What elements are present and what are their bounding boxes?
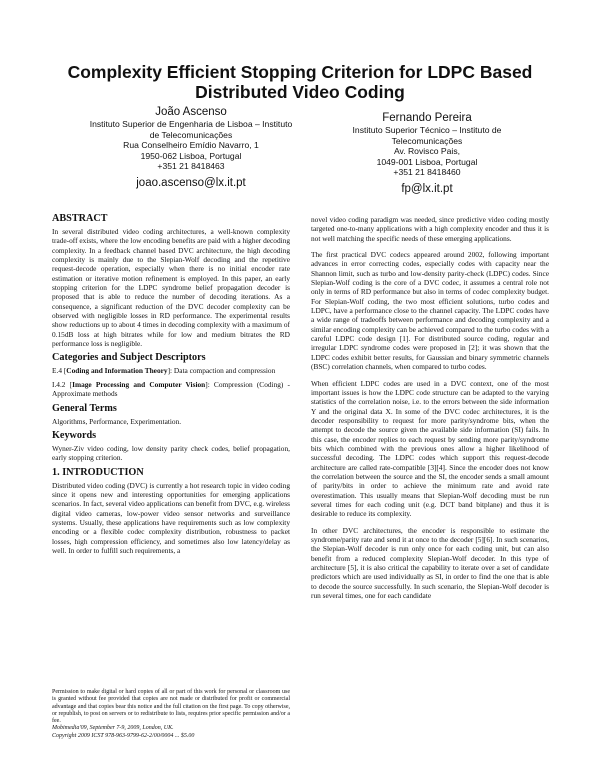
author-address: Rua Conselheiro Emídio Navarro, 1 [123,140,259,151]
author-affiliation: de Telecomunicações [149,129,233,140]
author-email[interactable]: joao.ascenso@lx.it.pt [136,176,246,189]
right-column [311,215,549,604]
paragraph: novel video coding paradigm was needed, since predictive video coding mostly targeted one-to-many applications with a high complexity encoder and thus it is not well matching the specific needs of these emerging applications. [311,215,549,243]
author-phone: +351 21 8418460 [393,167,461,178]
title-line-2: Distributed Video Coding [195,82,405,102]
permission-notice [52,689,290,740]
abstract-heading: ABSTRACT [52,213,108,224]
introduction-heading: 1. INTRODUCTION [52,466,144,478]
author-address: Av. Rovisco Pais, [393,146,461,157]
left-column [52,213,290,559]
title-line-1: Complexity Efficient Stopping Criterion for LDPC Based [67,62,533,82]
paper-title [30,62,570,102]
venue-text: Mobimedia'09, September 7-9, 2009, London, UK. [52,725,174,732]
paragraph: When efficient LDPC codes are used in a DVC context, one of the most important issues is how the LDPC code structure can be adapted to the varying statistics of the correlation noise, i.e. to the errors between the side information Y and the original data X. In some of the DVC codec architectures, it is the decoder responsibility to request for more parity/syndrome bits, when the attempt to decode the source given the available side information (SI) fails. In this case, the encoder replies to each request by sending more parity/syndrome bits which combined with the previous ones allow a higher likelihood of successful decoding. The LDPC codes which support this request-decode architecture are called rate-compatible [3][4]. Since the encoder does not know the correlation between the source and the SI, the encoder sends a small amount of parity/bits in order to achieve the minimum rate and avoid rate overestimation. This usually means that Slepian-Wolf decoding must be run several times for each coding unit (e.g. DCT band bitplane) and thus it is desirable to reduce its complexity. [311,378,549,519]
keywords-text: Wyner-Ziv video coding, low density parity check codes, belief propagation, early stopping criterion. [52,443,290,463]
copyright-text: Copyright 2009 ICST 978-963-9799-62-2/00/0004 ... $5.00 [52,732,195,739]
category-entry: E.4 [Coding and Information Theory]: Data compaction and compression [52,366,276,376]
paragraph: In other DVC architectures, the encoder is responsible to estimate the syndrome/parity rate and send it at once to the decoder [5][6]. In such scenarios, the Slepian-Wolf decoder is run only once for each coding unit, but can also benefit from a reduced complexity Slepian-Wolf decoder. In this type of architecture [5], it is also critical the capability to iterate over a set of candidate predictors which are used individually as SI, in order to find the one that is able to decode the source successfully. In such scenario, the Slepian-Wolf decoder is run several times, one for each candidate [311,525,549,601]
author-affiliation: Instituto Superior de Engenharia de Lisboa – Instituto [89,119,293,129]
keywords-heading: Keywords [52,429,97,441]
general-terms-text: Algorithms, Performance, Experimentation. [52,416,182,426]
permission-text: Permission to make digital or hard copies of all or part of this work for personal or classroom use is granted without fee provided that copies are not made or distributed for profit or commercial advantage and that copies bear this notice and the full citation on the first page. To copy otherwise, or republish, to post on servers or to redistribute to lists, requires prior specific permission and/or a fee. [52,689,290,725]
abstract-text: In several distributed video coding architectures, a well-known complexity trade-off exists, where the low encoding benefits are paid with a higher decoding complexity. In a feedback channel based DVC architecture, the high decoding complexity is mainly due to the Slepian-Wolf decoding and the repetitive request-decode operation, especially when there is no initial encoder rate estimation or iterative motion refinement is employed. In this paper, an early stopping criterion for the LDPC syndrome belief propagation decoder is proposed that is able to reduce the number of decoding iterations. As a consequence, a significant reduction of the DVC decoder complexity can be observed with negligible losses in RD performance. The experimental results show reductions up to about 4 times in decoding complexity with a maximum of 0.15dB loss at high bitrates while for low and medium bitrates the RD performance loss is negligible. [52,227,290,349]
categories-heading: Categories and Subject Descriptors [52,352,206,364]
author-affiliation: Instituto Superior Técnico – Instituto de [352,125,502,135]
paragraph: The first practical DVC codecs appeared around 2002, following important advances in error correcting codes, especially codes with capacity near the Shannon limit, such as turbo and low-density parity-check (LDPC) codes. Since Slepian-Wolf coding is the core of a DVC codec, it assumes a central role not only in terms of RD performance but also in terms of codec complexity budget. For Slepian-Wolf coding, the two most efficient solutions, turbo codes and LDPC, have a performance close to the channel capacity. The LDPC codes have a wide range of tradeoffs between performance and decoding complexity and a similar encoding complexity can be achieved compared to the turbo codes with a careful LDPC code design [1]. For distributed source coding, regular and irregular LDPC syndrome codes were proposed in [2]; it was shown that the LDPC codes exhibit better results, for Gaussian and binary symmetric channels (BSC) correlation channels, when compared to turbo codes. [311,250,549,372]
author-email[interactable]: fp@lx.it.pt [401,182,453,195]
category-entry: I.4.2 [Image Processing and Computer Vision]: Compression (Coding) - Approximate methods [52,379,291,399]
author-address: 1049-001 Lisboa, Portugal [376,156,478,167]
author-name: Fernando Pereira [382,112,472,124]
author-affiliation: Telecomunicações [391,135,463,146]
general-terms-heading: General Terms [52,402,117,414]
author-address: 1950-062 Lisboa, Portugal [140,150,242,161]
introduction-text: Distributed video coding (DVC) is currently a hot research topic in video coding since it opens new and interesting opportunities for emerging applications scenarios. In fact, several video applications can benefit from DVC, e.g. wireless digital video cameras, low-power video sensor networks and surveillance systems. Usually, these applications have requirements such as low complexity encoding or a flexible codec complexity distribution, robustness to packet losses, high compression efficiency, and sometimes also low latency/delay as well. In order to fulfill such requirements, a [52,480,290,555]
author-block-ascenso [80,106,302,190]
author-phone: +351 21 8418463 [157,161,225,172]
author-name: João Ascenso [155,106,227,118]
author-block-pereira [322,112,532,196]
